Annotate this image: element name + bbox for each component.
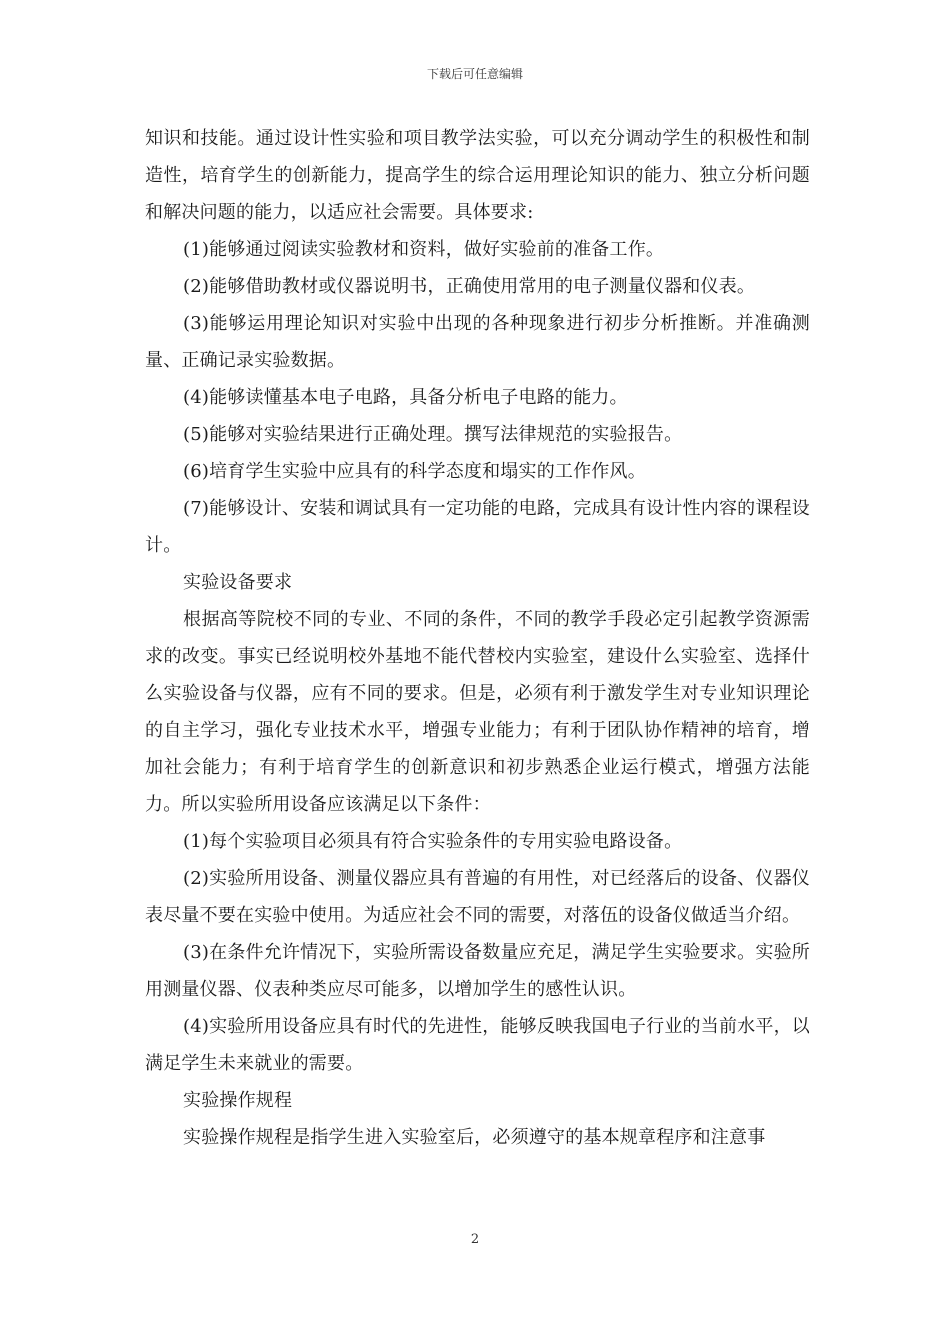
equipment-item-1: (1)每个实验项目必须具有符合实验条件的专用实验电路设备。 [183,831,683,852]
equipment-item-3: (3)在条件允许情况下，实验所需设备数量应充足，满足学生实验要求。实验所用测量仪器、仪表种类应尽可能多，以增加学生的感性认识。 [145,942,810,1000]
page-header: 下载后可任意编辑 [426,67,523,81]
requirement-item-7: (7)能够设计、安装和调试具有一定功能的电路，完成具有设计性内容的课程设计。 [145,498,810,556]
document-body [145,120,810,1156]
section-heading-equipment: 实验设备要求 [183,572,293,593]
requirement-item-6: (6)培育学生实验中应具有的科学态度和塌实的工作作风。 [183,461,646,482]
equipment-item-2: (2)实验所用设备、测量仪器应具有普遍的有用性，对已经落后的设备、仪器仪表尽量不要在实验中使用。为适应社会不同的需要，对落伍的设备仪做适当介绍。 [145,868,810,926]
paragraph-intro-continuation: 知识和技能。通过设计性实验和项目教学法实验，可以充分调动学生的积极性和制造性，培育学生的创新能力，提高学生的综合运用理论知识的能力、独立分析问题和解决问题的能力，以适应社会需要。具体要求: [145,128,810,223]
requirement-item-3: (3)能够运用理论知识对实验中出现的各种现象进行初步分析推断。并准确测量、正确记录实验数据。 [145,313,810,371]
requirement-item-5: (5)能够对实验结果进行正确处理。撰写法律规范的实验报告。 [183,424,683,445]
requirement-item-1: (1)能够通过阅读实验教材和资料，做好实验前的准备工作。 [183,239,665,260]
paragraph-equipment-intro: 根据高等院校不同的专业、不同的条件，不同的教学手段必定引起教学资源需求的改变。事实已经说明校外基地不能代替校内实验室，建设什么实验室、选择什么实验设备与仪器，应有不同的要求。但是，必须有利于激发学生对专业知识理论的自主学习，强化专业技术水平，增强专业能力；有利于团队协作精神的培育，增加社会能力；有利于培育学生的创新意识和初步熟悉企业运行模式，增强方法能力。所以实验所用设备应该满足以下条件： [145,609,810,815]
page-number: 2 [470,1232,480,1247]
requirement-item-2: (2)能够借助教材或仪器说明书，正确使用常用的电子测量仪器和仪表。 [183,276,756,297]
section-heading-procedures: 实验操作规程 [183,1090,293,1111]
equipment-item-4: (4)实验所用设备应具有时代的先进性，能够反映我国电子行业的当前水平，以满足学生未来就业的需要。 [145,1016,810,1074]
requirement-item-4: (4)能够读懂基本电子电路，具备分析电子电路的能力。 [183,387,628,408]
paragraph-procedures-intro: 实验操作规程是指学生进入实验室后，必须遵守的基本规章程序和注意事 [183,1127,766,1148]
